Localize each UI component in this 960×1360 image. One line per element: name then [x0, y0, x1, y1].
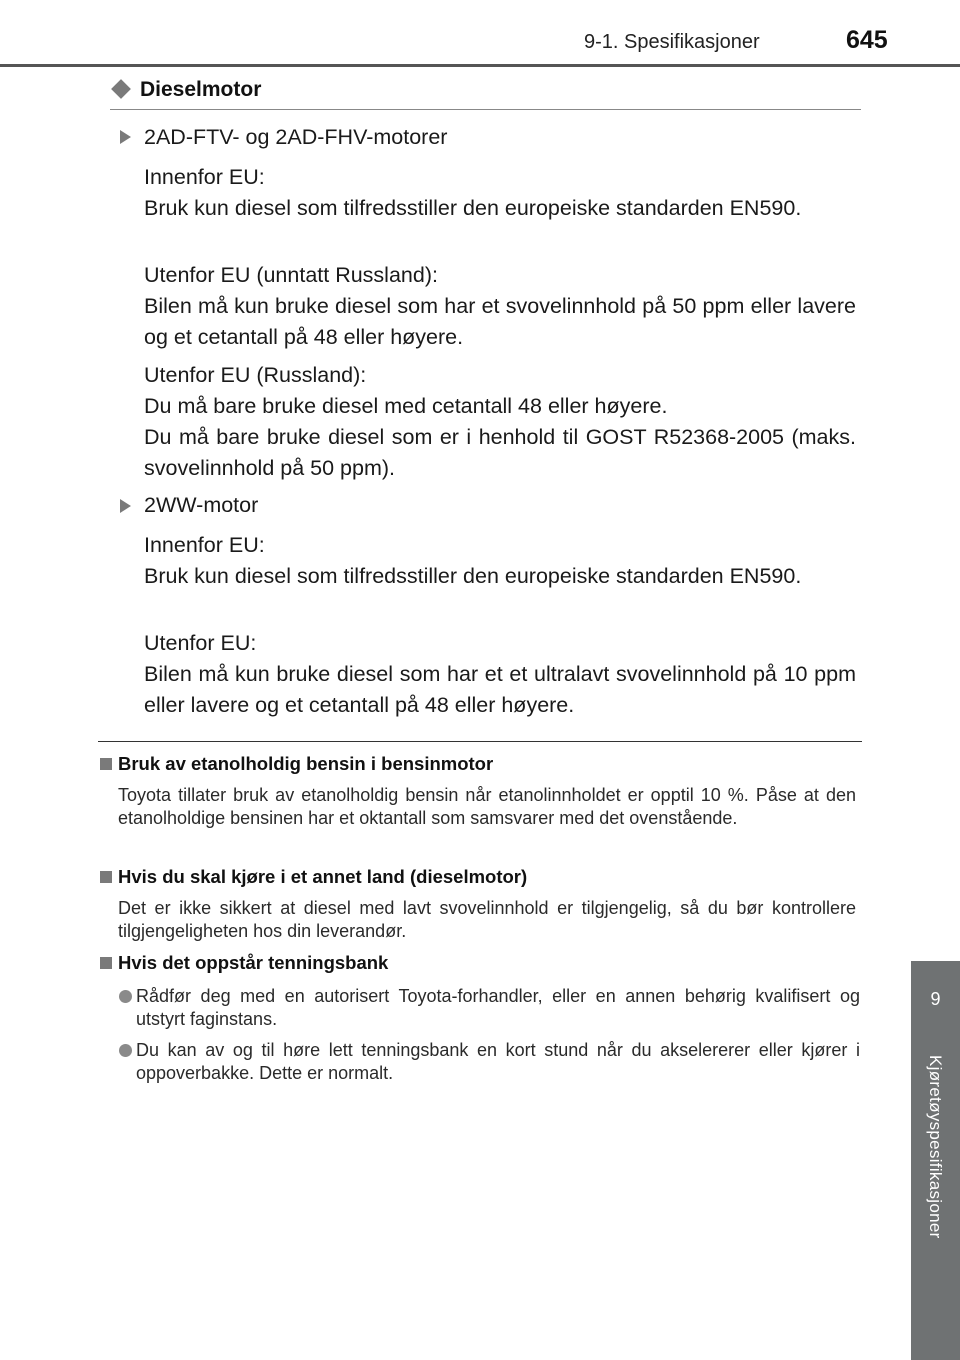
notes-separator: [98, 741, 862, 742]
note-title: Bruk av etanolholdig bensin i bensinmotor: [118, 753, 494, 774]
region-label: Utenfor EU (unntatt Russland):: [144, 263, 438, 287]
engine-title: 2WW-motor: [144, 493, 259, 517]
bullet-text: Du kan av og til høre lett tenningsbank en kort stund når du akselererer eller kjører i oppoverbakke. Dette er normalt.: [136, 1040, 860, 1083]
engine-block: [144, 628, 856, 721]
diamond-icon: [111, 80, 131, 100]
section-heading-text: Dieselmotor: [140, 78, 262, 101]
engine-block: [144, 260, 856, 353]
requirement-text: Bruk kun diesel som tilfredsstiller den europeiske standarden EN590.: [144, 564, 802, 588]
requirement-text: Du må bare bruke diesel som er i henhold til GOST R52368-2005 (maks. svovelinnhold på 50 ppm).: [144, 425, 856, 480]
region-label: Utenfor EU (Russland):: [144, 363, 367, 387]
chapter-label: Kjøretøyspesifikasjoner: [926, 1055, 945, 1239]
heading-rule: [110, 109, 861, 110]
section-heading: [110, 78, 261, 102]
engine-block: [144, 360, 856, 484]
square-bullet-icon: [100, 957, 112, 969]
note-text: Toyota tillater bruk av etanolholdig bensin når etanolinnholdet er opptil 10 %. Påse at den etanolholdige bensinen har et oktantall som samsvarer med det ovenstående.: [118, 785, 856, 828]
engine-title: 2AD-FTV- og 2AD-FHV-motorer: [144, 125, 448, 149]
requirement-text: Bruk kun diesel som tilfredsstiller den europeiske standarden EN590.: [144, 196, 802, 220]
requirement-text: Bilen må kun bruke diesel som har et svovelinnhold på 50 ppm eller lavere og et cetantall på 48 eller høyere.: [144, 294, 856, 349]
chapter-tab: [911, 961, 960, 1045]
header-rule: [0, 64, 960, 67]
circle-bullet-icon: [119, 990, 132, 1003]
requirement-text: Bilen må kun bruke diesel som har et et ultralavt svovelinnhold på 10 ppm eller lavere og et cetantall på 48 eller høyere.: [144, 662, 856, 717]
triangle-icon: [120, 499, 131, 513]
note-text: Det er ikke sikkert at diesel med lavt svovelinnhold er tilgjengelig, så du bør kontrollere tilgjengeligheten hos din leverandør.: [118, 898, 856, 941]
bullet-text: Rådfør deg med en autorisert Toyota-forhandler, eller en annen behørig kvalifisert og utstyrt faginstans.: [136, 986, 860, 1029]
triangle-icon: [120, 130, 131, 144]
region-label: Innenfor EU:: [144, 533, 265, 557]
chapter-number: 9: [930, 989, 941, 1009]
note-title: Hvis du skal kjøre i et annet land (dieselmotor): [118, 866, 528, 887]
page-number: 645: [846, 26, 888, 54]
engine-block: [144, 162, 856, 224]
region-label: Innenfor EU:: [144, 165, 265, 189]
circle-bullet-icon: [119, 1044, 132, 1057]
section-title: 9-1. Spesifikasjoner: [584, 31, 760, 53]
region-label: Utenfor EU:: [144, 631, 257, 655]
engine-block: [144, 530, 856, 592]
square-bullet-icon: [100, 871, 112, 883]
note-title: Hvis det oppstår tenningsbank: [118, 952, 389, 973]
square-bullet-icon: [100, 758, 112, 770]
requirement-text: Du må bare bruke diesel med cetantall 48 eller høyere.: [144, 394, 668, 418]
